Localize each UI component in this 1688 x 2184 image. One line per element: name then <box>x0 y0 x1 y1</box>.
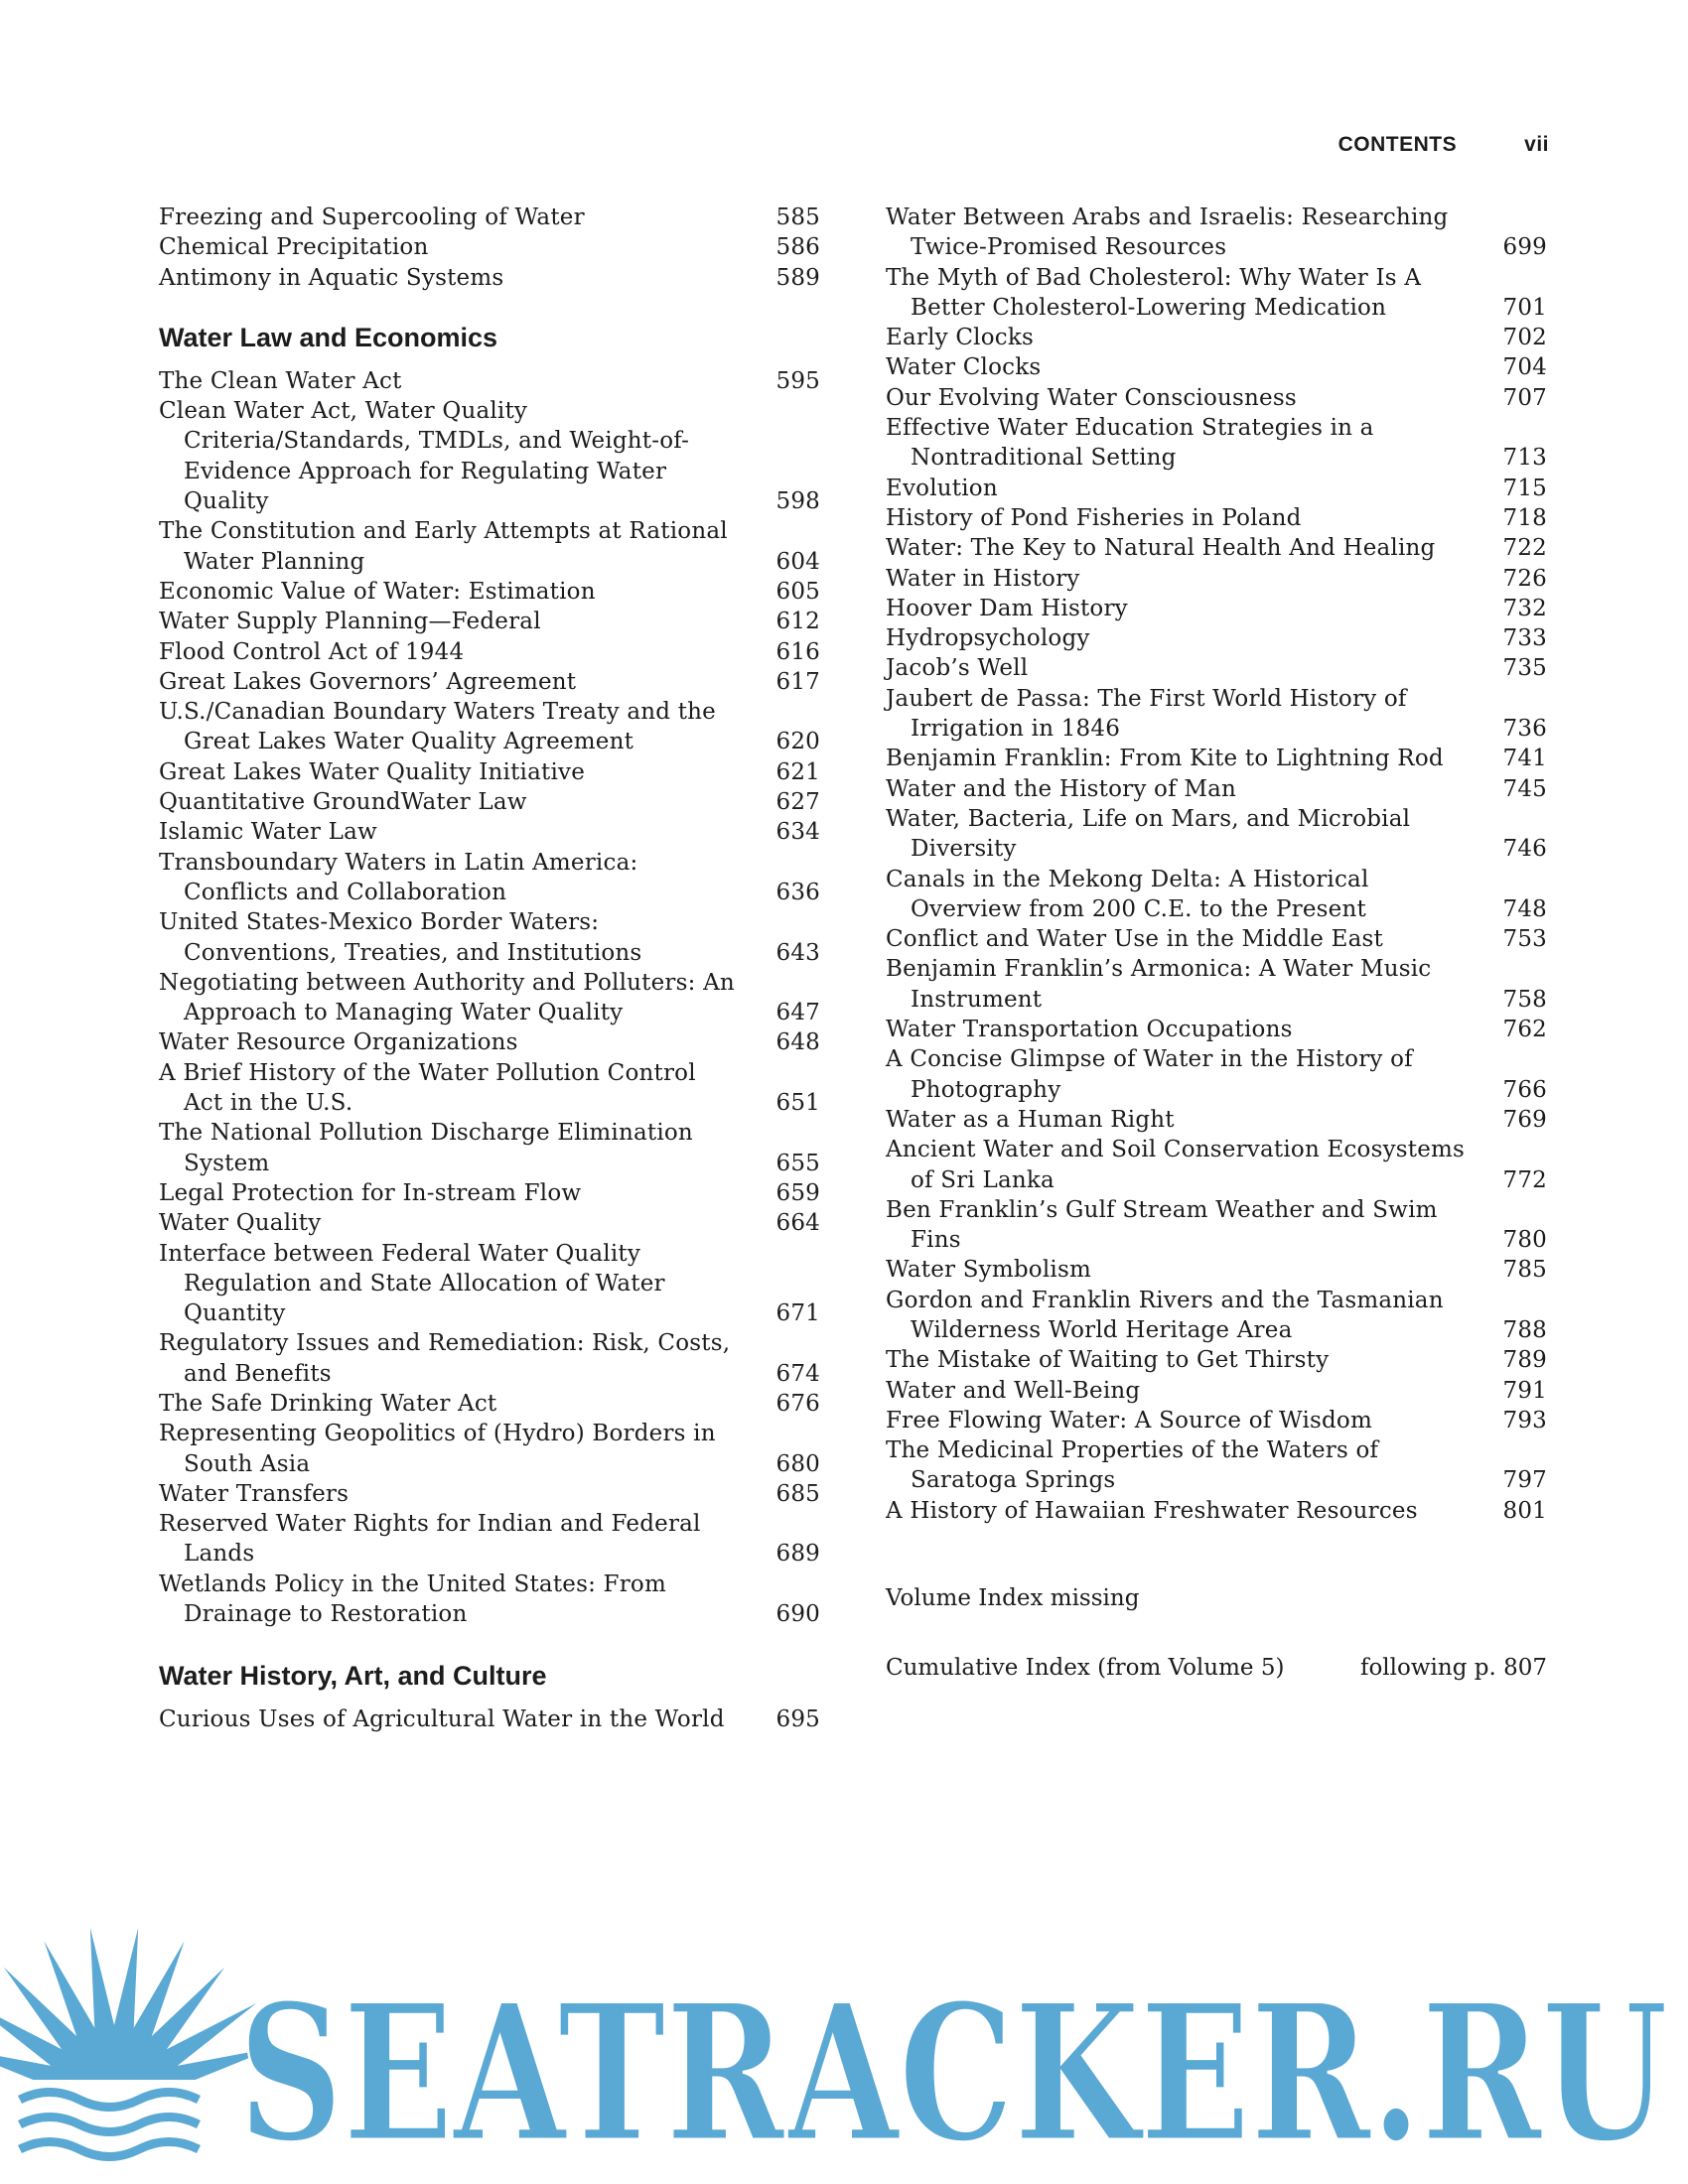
toc-entry-page: 745 <box>1502 775 1547 802</box>
toc-entry-title: Effective Water Education Strategies in a Nontraditional Setting <box>886 415 1374 472</box>
toc-entry-title: The Clean Water Act <box>159 367 402 394</box>
toc-left-top-list <box>159 203 820 293</box>
toc-entry[interactable] <box>159 1479 820 1509</box>
toc-entry[interactable] <box>159 232 820 262</box>
toc-water-law-list <box>159 366 820 1629</box>
header-label: CONTENTS <box>1337 133 1458 156</box>
toc-left-column <box>159 203 820 1735</box>
toc-entry-page: 797 <box>1502 1467 1547 1494</box>
toc-entry[interactable] <box>886 924 1547 954</box>
toc-entry[interactable] <box>886 1044 1547 1105</box>
toc-entry-title: Benjamin Franklin’s Armonica: A Water Music Instrument <box>886 956 1432 1013</box>
toc-entry-title: Reserved Water Rights for Indian and Federal Lands <box>159 1511 701 1568</box>
toc-entry-page: 671 <box>775 1300 820 1327</box>
toc-entry[interactable] <box>159 667 820 697</box>
toc-entry[interactable] <box>886 865 1547 925</box>
toc-entry[interactable] <box>159 577 820 607</box>
toc-entry[interactable] <box>159 516 820 577</box>
toc-entry-page: 616 <box>775 638 820 665</box>
toc-entry-page: 685 <box>775 1480 820 1507</box>
toc-entry-title: Water in History <box>886 565 1080 592</box>
toc-entry[interactable] <box>159 1389 820 1419</box>
toc-entry[interactable] <box>159 848 820 908</box>
toc-entry-title: The Medicinal Properties of the Waters of Saratoga Springs <box>886 1437 1379 1494</box>
toc-entry-page: 690 <box>775 1601 820 1628</box>
toc-entry[interactable] <box>886 774 1547 804</box>
toc-entry-page: 746 <box>1502 836 1547 863</box>
toc-entry[interactable] <box>159 968 820 1028</box>
toc-entry-title: Negotiating between Authority and Polluters: An Approach to Managing Water Quality <box>159 969 735 1026</box>
toc-entry-title: Water and the History of Man <box>886 775 1237 802</box>
toc-entry-page: 598 <box>775 488 820 515</box>
toc-entry-title: Water Transfers <box>159 1480 350 1507</box>
toc-entry[interactable] <box>886 383 1547 413</box>
toc-entry[interactable] <box>159 907 820 968</box>
toc-entry[interactable] <box>159 697 820 757</box>
toc-entry-page: 695 <box>775 1706 820 1733</box>
toc-entry-page: 801 <box>1502 1497 1547 1524</box>
toc-entry-title: A History of Hawaiian Freshwater Resources <box>886 1497 1418 1524</box>
toc-entry[interactable] <box>886 533 1547 563</box>
toc-entry-page: 766 <box>1502 1076 1547 1103</box>
waves-icon <box>20 2093 199 2157</box>
toc-entry[interactable] <box>159 1328 820 1389</box>
toc-entry[interactable] <box>159 757 820 787</box>
toc-entry[interactable] <box>886 623 1547 653</box>
toc-entry-title: U.S./Canadian Boundary Waters Treaty and the Great Lakes Water Quality Agreement <box>159 699 716 755</box>
toc-entry-title: Conflict and Water Use in the Middle East <box>886 926 1383 953</box>
toc-entry-title: United States-Mexico Border Waters: Conventions, Treaties, and Institutions <box>159 909 642 966</box>
toc-entry-title: Jaubert de Passa: The First World History of Irrigation in 1846 <box>886 685 1407 743</box>
toc-entry-page: 655 <box>775 1150 820 1176</box>
toc-entry-title: The Mistake of Waiting to Get Thirsty <box>886 1347 1330 1374</box>
toc-entry[interactable] <box>886 954 1547 1015</box>
toc-entry-page: 785 <box>1502 1257 1547 1284</box>
toc-entry-page: 680 <box>775 1450 820 1477</box>
toc-entry-page: 664 <box>775 1210 820 1237</box>
toc-entry-title: Wetlands Policy in the United States: From Drainage to Restoration <box>159 1570 666 1628</box>
toc-entry-title: Gordon and Franklin Rivers and the Tasmanian Wilderness World Heritage Area <box>886 1287 1444 1343</box>
toc-entry-title: Our Evolving Water Consciousness <box>886 384 1297 411</box>
toc-entry-title: Water Clocks <box>886 354 1042 381</box>
toc-entry[interactable] <box>159 637 820 667</box>
toc-entry-title: Evolution <box>886 475 998 501</box>
toc-entry[interactable] <box>159 203 820 232</box>
toc-entry[interactable] <box>886 1406 1547 1435</box>
toc-entry-title: Early Clocks <box>886 325 1034 351</box>
toc-entry-title: Water Symbolism <box>886 1257 1091 1284</box>
toc-entry-page: 741 <box>1502 746 1547 772</box>
toc-entry-title: Great Lakes Governors’ Agreement <box>159 668 577 695</box>
toc-entry-page: 612 <box>775 609 820 635</box>
toc-entry[interactable] <box>886 474 1547 503</box>
toc-entry-page: 735 <box>1502 655 1547 682</box>
toc-entry[interactable] <box>886 1015 1547 1044</box>
toc-entry[interactable] <box>886 1496 1547 1526</box>
toc-entry[interactable] <box>159 1118 820 1178</box>
toc-entry-title: Water as a Human Right <box>886 1106 1175 1133</box>
toc-entry-title: The Myth of Bad Cholesterol: Why Water Is A Better Cholesterol-Lowering Medication <box>886 264 1422 321</box>
toc-entry-page: 651 <box>775 1090 820 1117</box>
toc-entry-page: 620 <box>775 729 820 755</box>
toc-entry-title: Ancient Water and Soil Conservation Ecosystems of Sri Lanka <box>886 1137 1466 1193</box>
toc-entry[interactable] <box>159 817 820 847</box>
toc-entry[interactable] <box>886 1376 1547 1406</box>
toc-entry-page: 736 <box>1502 716 1547 743</box>
toc-entry-page: 715 <box>1502 475 1547 501</box>
toc-entry[interactable] <box>886 804 1547 865</box>
toc-entry-title: Clean Water Act, Water Quality Criteria/Standards, TMDLs, and Weight-of-Evidence Approach for Regulating Water Quality <box>159 398 690 515</box>
toc-entry-title: Interface between Federal Water Quality Regulation and State Allocation of Water Quantity <box>159 1240 665 1327</box>
toc-entry[interactable] <box>159 396 820 516</box>
toc-entry-page: 748 <box>1502 895 1547 922</box>
toc-entry[interactable] <box>886 1135 1547 1195</box>
toc-entry[interactable] <box>159 787 820 817</box>
toc-entry-title: Chemical Precipitation <box>159 234 429 261</box>
toc-entry-page: 762 <box>1502 1017 1547 1043</box>
toc-entry-page: 732 <box>1502 595 1547 621</box>
toc-entry-page: 704 <box>1502 354 1547 381</box>
toc-entry[interactable] <box>886 744 1547 773</box>
toc-water-history-list <box>159 1705 820 1734</box>
cumulative-index-entry[interactable] <box>886 1653 1547 1683</box>
toc-entry-page: 636 <box>775 879 820 905</box>
toc-entry[interactable] <box>886 1435 1547 1496</box>
toc-entry-page: 758 <box>1502 986 1547 1013</box>
toc-entry-title: Legal Protection for In-stream Flow <box>159 1179 582 1206</box>
toc-entry-page: 772 <box>1502 1166 1547 1193</box>
toc-entry-page: 627 <box>775 789 820 816</box>
toc-entry-page: 722 <box>1502 535 1547 562</box>
section-heading-water-history: Water History, Art, and Culture <box>159 1661 547 1692</box>
toc-entry[interactable] <box>886 413 1547 474</box>
toc-entry-title: Jacob’s Well <box>886 655 1029 682</box>
toc-entry[interactable] <box>886 564 1547 594</box>
toc-entry[interactable] <box>159 1058 820 1119</box>
toc-entry-page: 634 <box>775 819 820 846</box>
toc-entry-title: Water: The Key to Natural Health And Healing <box>886 535 1436 562</box>
toc-entry[interactable] <box>886 653 1547 683</box>
toc-entry-page: 604 <box>775 548 820 575</box>
cumulative-index-page: following p. 807 <box>1359 1655 1547 1682</box>
seatracker-watermark-logo <box>0 1921 1688 2184</box>
toc-entry-title: The National Pollution Discharge Elimination System <box>159 1120 693 1176</box>
toc-entry[interactable] <box>886 1255 1547 1285</box>
toc-entry-page: 586 <box>775 234 820 261</box>
toc-entry-title: Curious Uses of Agricultural Water in the World <box>159 1706 725 1733</box>
toc-entry[interactable] <box>886 263 1547 324</box>
toc-entry-page: 647 <box>775 1000 820 1026</box>
toc-entry-title: Water Transportation Occupations <box>886 1017 1293 1043</box>
toc-right-list <box>886 203 1547 1526</box>
toc-entry-page: 595 <box>775 367 820 394</box>
toc-entry-page: 605 <box>775 578 820 605</box>
toc-entry-page: 676 <box>775 1390 820 1417</box>
toc-entry-page: 585 <box>775 205 820 230</box>
toc-entry-page: 701 <box>1502 294 1547 321</box>
toc-entry-title: Canals in the Mekong Delta: A Historical Overview from 200 C.E. to the Present <box>886 866 1369 922</box>
toc-entry-title: Water Supply Planning—Federal <box>159 609 541 635</box>
toc-entry-title: Water Quality <box>159 1210 322 1237</box>
toc-entry-page: 689 <box>775 1541 820 1568</box>
toc-entry-title: Benjamin Franklin: From Kite to Lightning Rod <box>886 746 1444 772</box>
volume-index-note: Volume Index missing <box>886 1585 1140 1612</box>
toc-entry-page: 648 <box>775 1029 820 1056</box>
toc-entry[interactable] <box>159 1705 820 1734</box>
toc-entry-title: Representing Geopolitics of (Hydro) Borders in South Asia <box>159 1421 716 1477</box>
toc-entry[interactable] <box>886 323 1547 352</box>
toc-entry-page: 769 <box>1502 1106 1547 1133</box>
toc-entry[interactable] <box>886 203 1547 263</box>
toc-entry[interactable] <box>159 1178 820 1208</box>
toc-entry-title: The Constitution and Early Attempts at Rational Water Planning <box>159 518 728 575</box>
toc-entry[interactable] <box>886 1105 1547 1135</box>
toc-entry-page: 726 <box>1502 565 1547 592</box>
toc-entry-title: Water Between Arabs and Israelis: Researching Twice-Promised Resources <box>886 205 1449 261</box>
running-header <box>1338 133 1549 157</box>
toc-entry-page: 617 <box>775 668 820 695</box>
toc-entry-title: History of Pond Fisheries in Poland <box>886 504 1302 531</box>
watermark-text: SEATRACKER.RU <box>238 1963 1668 2184</box>
toc-entry[interactable] <box>159 1509 820 1570</box>
toc-entry-page: 788 <box>1502 1316 1547 1343</box>
toc-entry-page: 718 <box>1502 504 1547 531</box>
toc-entry-title: Ben Franklin’s Gulf Stream Weather and Swim Fins <box>886 1196 1438 1254</box>
toc-entry[interactable] <box>886 1286 1547 1346</box>
toc-entry-title: Economic Value of Water: Estimation <box>159 578 596 605</box>
toc-entry[interactable] <box>886 1345 1547 1375</box>
toc-entry-title: Water, Bacteria, Life on Mars, and Microbial Diversity <box>886 805 1411 863</box>
toc-entry-title: Hoover Dam History <box>886 595 1128 621</box>
toc-entry-page: 793 <box>1502 1407 1547 1433</box>
toc-entry-page: 699 <box>1502 234 1547 261</box>
toc-entry-title: Great Lakes Water Quality Initiative <box>159 758 586 785</box>
toc-entry-title: A Brief History of the Water Pollution Control Act in the U.S. <box>159 1059 696 1117</box>
toc-entry-title: Freezing and Supercooling of Water <box>159 205 585 230</box>
toc-entry[interactable] <box>886 1195 1547 1256</box>
toc-entry-page: 733 <box>1502 625 1547 652</box>
toc-entry-title: Transboundary Waters in Latin America: Conflicts and Collaboration <box>159 849 638 905</box>
toc-entry-page: 780 <box>1502 1227 1547 1254</box>
toc-entry[interactable] <box>159 1027 820 1057</box>
toc-entry-title: A Concise Glimpse of Water in the History of Photography <box>886 1046 1413 1103</box>
toc-entry-title: The Safe Drinking Water Act <box>159 1390 497 1417</box>
toc-entry-title: Flood Control Act of 1944 <box>159 638 465 665</box>
toc-entry-page: 589 <box>775 264 820 291</box>
toc-entry-title: Water Resource Organizations <box>159 1029 518 1056</box>
toc-entry-page: 643 <box>775 939 820 966</box>
toc-entry[interactable] <box>886 503 1547 533</box>
toc-entry-page: 707 <box>1502 384 1547 411</box>
toc-entry[interactable] <box>159 1570 820 1630</box>
toc-entry-title: Water and Well-Being <box>886 1377 1141 1404</box>
toc-entry-title: Regulatory Issues and Remediation: Risk, Costs, and Benefits <box>159 1330 731 1387</box>
toc-entry[interactable] <box>159 1208 820 1238</box>
toc-entry-title: Hydropsychology <box>886 625 1090 652</box>
header-page-number: vii <box>1524 133 1549 156</box>
toc-entry[interactable] <box>886 684 1547 745</box>
toc-entry-page: 702 <box>1502 325 1547 351</box>
toc-entry[interactable] <box>886 594 1547 623</box>
toc-entry-title: Antimony in Aquatic Systems <box>159 264 504 291</box>
toc-entry-title: Islamic Water Law <box>159 819 377 846</box>
toc-entry-title: Quantitative GroundWater Law <box>159 789 527 816</box>
toc-entry-title: Free Flowing Water: A Source of Wisdom <box>886 1407 1372 1433</box>
toc-entry-page: 791 <box>1502 1377 1547 1404</box>
toc-entry[interactable] <box>159 366 820 396</box>
toc-entry[interactable] <box>159 263 820 293</box>
toc-entry[interactable] <box>159 1419 820 1479</box>
toc-entry-page: 753 <box>1502 926 1547 953</box>
toc-entry[interactable] <box>886 352 1547 382</box>
toc-right-column <box>886 203 1547 1683</box>
cumulative-index-label: Cumulative Index (from Volume 5) <box>886 1655 1285 1682</box>
toc-entry-page: 659 <box>775 1179 820 1206</box>
section-heading-water-law: Water Law and Economics <box>159 322 498 352</box>
toc-entry-page: 713 <box>1502 445 1547 472</box>
toc-entry-page: 674 <box>775 1360 820 1387</box>
toc-entry-page: 789 <box>1502 1347 1547 1374</box>
toc-entry[interactable] <box>159 607 820 636</box>
toc-entry[interactable] <box>159 1239 820 1329</box>
toc-entry-page: 621 <box>775 758 820 785</box>
